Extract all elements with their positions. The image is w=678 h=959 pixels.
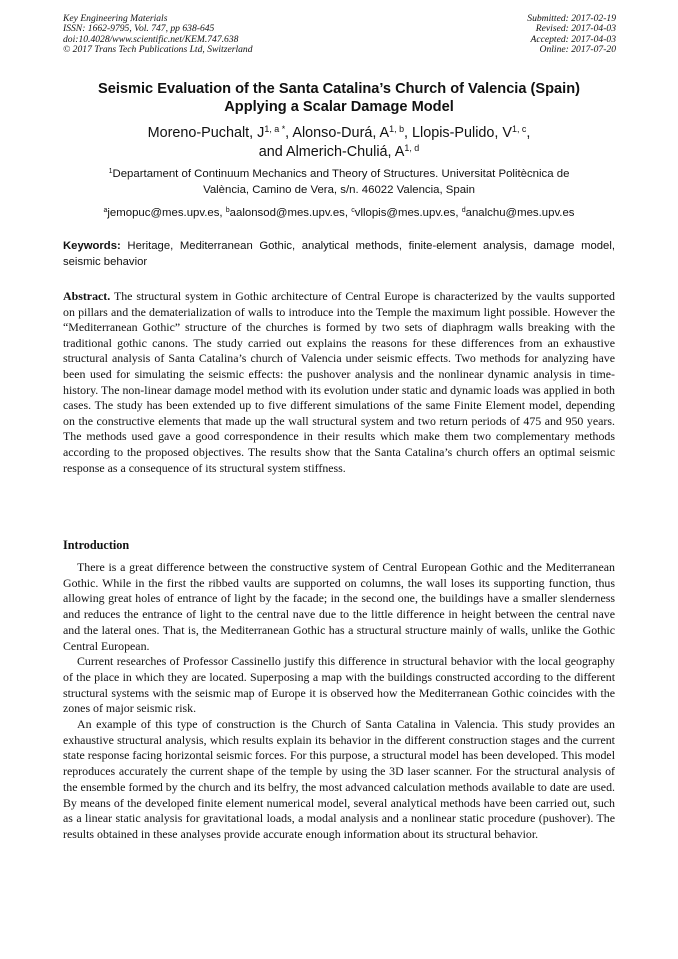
issn: ISSN: 1662-9795, Vol. 747, pp 638-645 bbox=[63, 23, 215, 35]
introduction-body bbox=[63, 560, 615, 843]
doi: doi:10.4028/www.scientific.net/KEM.747.638 bbox=[63, 33, 239, 45]
journal-name: Key Engineering Materials bbox=[63, 13, 168, 24]
author-name: Alonso-Durá, A bbox=[292, 125, 390, 141]
author-affil-mark: 1, b bbox=[389, 124, 405, 135]
keywords bbox=[63, 239, 615, 270]
copyright: © 2017 Trans Tech Publications Ltd, Switzerland bbox=[63, 44, 253, 56]
author-list bbox=[60, 124, 618, 162]
submitted-date: Submitted: 2017-02-19 bbox=[527, 13, 616, 24]
author-affil-mark: 1, d bbox=[404, 143, 420, 154]
email-link[interactable]: aalonsod@mes.upv.es bbox=[229, 207, 345, 219]
accepted-date: Accepted: 2017-04-03 bbox=[530, 33, 616, 45]
abstract bbox=[63, 289, 615, 476]
paragraph: There is a great difference between the constructive system of Central European Gothic and the Mediterranean Gothic. While in the first the ribbed vaults are supported on columns, the wall loses its supporting function, thus allowing great holes of entrance of light by the facade; in the second one, the buildings have a smaller slenderness and reduces the entrance of light to the central nave due to the little difference in height between the central nave and the lateral ones. That is, the Mediterranean Gothic has a structural structure mainly of walls, unlike the Gothic Central European. bbox=[63, 560, 615, 653]
author-affil-mark: 1, c bbox=[512, 124, 527, 135]
paragraph: Current researches of Professor Cassinello justify this difference in structural behavior with the local geography of the place in which they are located. Superposing a map with the buildings constructed according to the different structural systems with the seismic map of Europe it is observed how the Mediterranean Gothic coincides with the zones of major seismic risk. bbox=[63, 654, 615, 716]
publication-dates bbox=[527, 14, 616, 56]
paper-title bbox=[60, 80, 618, 116]
paragraph: An example of this type of construction is the Church of Santa Catalina in Valencia. This study provides an exhaustive structural analysis, which results explain its behavior in the different construction stages and the current state response facing horizontal seismic forces. For this purpose, a structural model has been developed. This model reproduces accurately the current shape of the temple by using the 3D laser scanner. For the structural analysis of the ensemble formed by the church and its belfry, the most advanced calculation methods available to date are used. By means of the developed finite element numerical model, several analytical methods have been carried out, such as a linear static analysis for gravitational loads, a modal analysis and a nonlinear static procedure (pushover). The results obtained in these analyses provide accurate enough information about its structural behavior. bbox=[63, 717, 615, 841]
affiliation-line-1: $^1$Departament of Continuum Mechanics and Theory of Structures. Universitat Politècnica de bbox=[108, 168, 570, 180]
keywords-text: Heritage, Mediterranean Gothic, analytical methods, finite-element analysis, damage model, seismic behavior bbox=[63, 240, 615, 268]
email-link[interactable]: vllopis@mes.upv.es bbox=[354, 207, 456, 219]
affiliation-line-2: València, Camino de Vera, s/n. 46022 Valencia, Spain bbox=[203, 184, 475, 196]
title-line-1: Seismic Evaluation of the Santa Catalina’s Church of Valencia (Spain) bbox=[98, 81, 580, 97]
abstract-label: Abstract. bbox=[63, 289, 111, 303]
journal-info bbox=[63, 14, 253, 56]
section-heading-introduction: Introduction bbox=[63, 538, 130, 552]
author-affil-mark: 1, a * bbox=[264, 124, 286, 135]
email-list: $^a$jemopuc@mes.upv.es, $^b$aalonsod@mes.upv.es, $^c$vllopis@mes.upv.es, $^d$analchu@mes.upv.es bbox=[103, 207, 575, 219]
author-name: Moreno-Puchalt, J bbox=[147, 125, 265, 141]
revised-date: Revised: 2017-04-03 bbox=[535, 23, 616, 35]
abstract-text: The structural system in Gothic architecture of Central Europe is characterized by the vaults supported on pillars and the dematerialization of walls to introduce into the Temple the maximum light possible. However the “Mediterranean Gothic” structure of the churches is formed by two sets of diaphragm walls breaking with the traditional gothic canons. The study carried out explains the reasons for these differences from an exhaustive structural analysis of Santa Catalina’s church of Valencia under seismic effects. Two methods for analyzing have been used for simulating the seismic effects: the pushover analysis and the nonlinear dynamic analysis in time-history. The non-linear damage model method with its evolution under static and dynamic loads was applied in both cases. The study has been extended up to five different simulations of the same Finite Element model, depending on the constructive elements that made up the wall structural system and two return periods of 475 and 950 years. The methods used gave a good correspondence in their results which make them two complementary methods according to the proposed objectives. The results show that the Santa Catalina’s church offers an optimal seismic response as a consequence of its structural system stiffness. bbox=[63, 289, 615, 475]
affiliation bbox=[60, 166, 618, 198]
author-name: and Almerich-Chuliá, A bbox=[258, 144, 405, 160]
author-line-1: Moreno-Puchalt, $J^{1, a *}$, Alonso-Durá, A$^{1, b}$, Llopis-Pulido, V$^{1, c}$, bbox=[147, 124, 531, 141]
author-line-2 bbox=[60, 143, 618, 162]
online-date: Online: 2017-07-20 bbox=[539, 44, 616, 56]
affiliation-marker: 1 bbox=[108, 168, 113, 176]
keywords-label: Keywords: bbox=[63, 240, 121, 252]
title-line-2: Applying a Scalar Damage Model bbox=[224, 99, 454, 115]
email-link[interactable]: jemopuc@mes.upv.es bbox=[107, 207, 220, 219]
author-name: Llopis-Pulido, V bbox=[412, 125, 513, 141]
email-link[interactable]: analchu@mes.upv.es bbox=[465, 207, 575, 219]
